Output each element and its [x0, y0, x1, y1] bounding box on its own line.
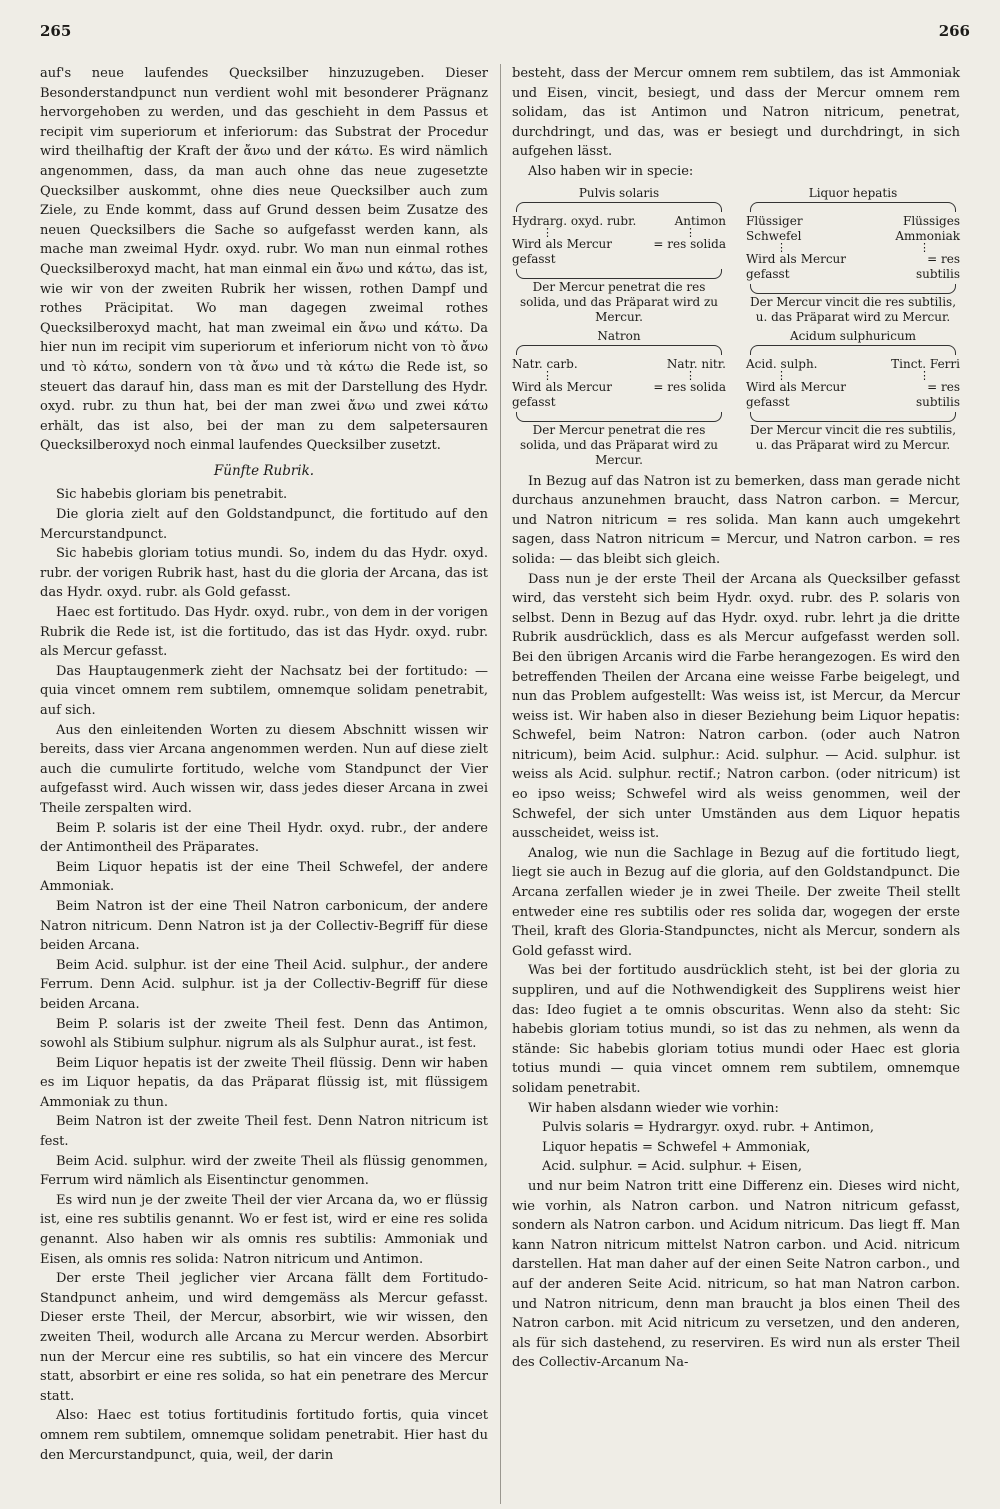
scheme-acidum-sulphuricum — [746, 329, 960, 468]
paragraph: Beim P. solaris ist der zweite Theil fest. Denn das Antimon, sowohl als Stibium sulphur. nigrum als als Sulphur aurat., ist fest. — [40, 1016, 488, 1052]
paragraph: Sic habebis gloriam totius mundi. So, indem du das Hydr. oxyd. rubr. der vorigen Rubrik hast, hast du die gloria der Arcana, das ist das Hydr. oxyd. rubr. als Gold gefasst. — [40, 546, 488, 601]
brace-icon — [750, 284, 956, 294]
scheme-part-a: Acid. sulph. — [746, 356, 818, 371]
dots-icon: ⋮ ⋮ — [542, 225, 696, 239]
paragraph: Das Hauptaugenmerk zieht der Nachsatz bei der fortitudo: — quia vincet omnem rem subtilem, omnemque solidam penetrabit, auf sich. — [40, 663, 488, 718]
brace-icon — [516, 412, 722, 422]
scheme-result: Der Mercur penetrat die res solida, und das Präparat wird zu Mercur. — [519, 279, 718, 324]
paragraph: auf's neue laufendes Quecksilber hinzuzugeben. Dieser Besonderstandpunct nun verdient wohl mit besonderer Prägnanz hervorgehoben zu werden, und das geschieht in dem Passus et recipit vim superiorum et inferiorum: das Substrat der Procedur wird theilhaftig der Kraft der ἄνω und der κάτω. Es wird nämlich angenommen, dass, da man auch ohne das neue zugesetzte Quecksilber auskommt, ohne dies neue Quecksilber auch zum Ziele, zu Ende kommt, dass auf Grund dessen beim Zusatze des neuen Quecksilbers die Sache so aufgefasst werden kann, als mache man zweimal Hydr. oxyd. rubr. Wo man nun einmal rothes Quecksilberoxyd macht, hat man einmal ein ἄνω und κάτω, das ist, wie wir von der zweiten Rubrik her wissen, rothen Dampf und rothes Präcipitat. Wo man dagegen zweimal rothes Quecksilberoxyd macht, hat man zweimal ein ἄνω und κάτω. Da hier nun im recipit vim superiorum et inferiorum nicht von τὸ ἄνω und τὸ κάτω, sondern von τὰ ἄνω und τὰ κάτω die Rede ist, so steuert das darauf hin, dass man es mit der Darstellung des Hydr. oxyd. rubr. zu thun hat, bei der man zwei ἄνω und zwei κάτω erhält, das ist also, bei der man zu dem salpetersauren Quecksilberoxyd noch einmal laufendes Quecksilber zusetzt. — [40, 66, 488, 454]
dots-icon: ⋮ ⋮ — [776, 368, 930, 382]
scheme-wird: Wird als Mercur gefasst — [512, 236, 612, 266]
scheme-res: = res solida — [653, 236, 726, 251]
dots-icon: ⋮ ⋮ — [542, 368, 696, 382]
scheme-liquor-hepatis — [746, 186, 960, 325]
scheme-pulvis-solaris — [512, 186, 726, 325]
paragraph: Aus den einleitenden Worten zu diesem Abschnitt wissen wir bereits, dass vier Arcana angenommen werden. Nun auf diese zielt auch die cumulirte fortitudo, welche vom Standpunct der Vier aufgefasst wird. Auch wissen wir, dass jedes dieser Arcana in zwei Theile zerspalten wird. — [40, 722, 488, 816]
brace-icon — [750, 202, 956, 212]
paragraph: Der erste Theil jeglicher vier Arcana fällt dem Fortitudo-Standpunct anheim, und wird demgemäss als Mercur gefasst. Dieser erste Theil, der Mercur, absorbirt, wie wir wissen, den zweiten Theil, wodurch alle Arcana zu Mercur werden. Absorbirt nun der Mercur eine res subtilis, so hat ein vincere des Mercur statt, absorbirt er eine res solida, so hat ein penetrare des Mercur statt. — [40, 1271, 488, 1404]
scheme-result: Der Mercur vincit die res subtilis, u. das Präparat wird zu Mercur. — [749, 422, 957, 452]
brace-icon — [516, 202, 722, 212]
paragraph: In Bezug auf das Natron ist zu bemerken, dass man gerade nicht durchaus anzunehmen braucht, dass Natron carbon. = Mercur, und Natron nitricum = res solida. Man kann auch umgekehrt sagen, dass Natron nitricum = Mercur, und Natron carbon. = res solida: — das bleibt sich gleich. — [512, 473, 960, 567]
paragraph: Beim Natron ist der zweite Theil fest. Denn Natron nitricum ist fest. — [40, 1114, 488, 1150]
left-column — [40, 64, 488, 1465]
page-number-right: 266 — [938, 22, 970, 40]
formula-line: Pulvis solaris = Hydrargyr. oxyd. rubr. + Antimon, — [542, 1120, 874, 1136]
paragraph: Beim P. solaris ist der eine Theil Hydr. oxyd. rubr., der andere der Antimontheil des Präparates. — [40, 820, 488, 856]
column-divider — [500, 64, 501, 1504]
scheme-res: = res subtilis — [915, 251, 960, 281]
paragraph: Also: Haec est totius fortitudinis fortitudo fortis, quia vincet omnem rem subtilem, omnemque solidam penetrabit. Hier hast du den Mercurstandpunct, quia, weil, der darin — [40, 1408, 488, 1463]
right-column — [512, 64, 960, 1373]
scheme-part-a: Hydrarg. oxyd. rubr. — [512, 213, 637, 228]
paragraph: Wir haben alsdann wieder wie vorhin: — [528, 1100, 779, 1116]
brace-icon — [750, 345, 956, 355]
scheme-natron — [512, 329, 726, 468]
paragraph: Was bei der fortitudo ausdrücklich steht, ist bei der gloria zu suppliren, und auf die Nothwendigkeit des Supplirens weist hier das: Ideo fugiet a te omnis obscuritas. Wenn also da steht: Sic habebis gloriam totius mundi, so ist das zu nehmen, als wenn da stände: Sic habebis gloriam totius mundi oder Haec est gloria totius mundi — quia vincet omnem rem subtilem, omnemque solidam penetrabit. — [512, 963, 960, 1096]
scheme-row — [512, 329, 960, 468]
paragraph: Dass nun je der erste Theil der Arcana als Quecksilber gefasst wird, das versteht sich beim Hydr. oxyd. rubr. des P. solaris von selbst. Denn in Bezug auf das Hydr. oxyd. rubr. lehrt ja die dritte Rubrik ausdrücklich, dass es als Mercur aufgefasst werden soll. Bei den übrigen Arcanis wird die Farbe herangezogen. Es wird den betreffenden Theilen der Arcana eine weisse Farbe beigelegt, und nun das Problem aufgestellt: Was weiss ist, ist Mercur, da Mercur weiss ist. Wir haben also in dieser Beziehung beim Liquor hepatis: Schwefel, beim Natron: Natron carbon. (oder auch Natron nitricum), beim Acid. sulphur.: Acid. sulphur. — Acid. sulphur. ist weiss als Acid. sulphur. rectif.; Natron carbon. (oder nitricum) ist eo ipso weiss; Schwefel wird als weiss genommen, weil der Schwefel, der sich unter Umständen aus dem Liquor hepatis ausscheidet, weiss ist. — [512, 571, 960, 842]
paragraph: Beim Liquor hepatis ist der zweite Theil flüssig. Denn wir haben es im Liquor hepatis, da das Präparat flüssig ist, mit flüssigem Ammoniak zu thun. — [40, 1055, 488, 1110]
scheme-wird: Wird als Mercur gefasst — [746, 379, 846, 409]
paragraph: Beim Acid. sulphur. wird der zweite Theil als flüssig genommen, Ferrum wird nämlich als Eisentinctur genommen. — [40, 1153, 488, 1189]
scheme-part-b: Tinct. Ferri — [891, 356, 960, 371]
paragraph: und nur beim Natron tritt eine Differenz ein. Dieses wird nicht, wie vorhin, als Natron carbon. und Natron nitricum gefasst, sondern als Natron carbon. und Acidum nitricum. Das liegt ff. Man kann Natron nitricum mittelst Natron carbon. und Acid. nitricum darstellen. Hat man daher auf der einen Seite Natron carbon., und auf der anderen Seite Acid. nitricum, so hat man Natron carbon. und Natron nitricum, denn man braucht ja blos einen Theil des Natron carbon. mit Acid nitricum zu versetzen, und den anderen, als für sich dastehend, zu reserviren. Es wird nun als erster Theil des Collectiv-Arcanum Na- — [512, 1178, 960, 1371]
scheme-wird: Wird als Mercur gefasst — [512, 379, 612, 409]
scheme-title: Pulvis solaris — [578, 185, 660, 200]
scheme-res: = res solida — [653, 379, 726, 394]
scheme-part-a: Flüssiger Schwefel — [746, 213, 803, 243]
page-number-left: 265 — [40, 22, 72, 40]
brace-icon — [516, 345, 722, 355]
section-heading: Fünfte Rubrik. — [213, 462, 315, 479]
scheme-row — [512, 186, 960, 325]
brace-icon — [516, 269, 722, 279]
scheme-part-a: Natr. carb. — [512, 356, 578, 371]
paragraph: Es wird nun je der zweite Theil der vier Arcana da, wo er flüssig ist, eine res subtilis genannt. Wo er fest ist, wird er eine res solida genannt. Also haben wir als omnis res subtilis: Ammoniak und Eisen, als omnis res solida: Natron nitricum und Antimon. — [40, 1192, 488, 1267]
formula-line: Liquor hepatis = Schwefel + Ammoniak, — [542, 1139, 811, 1155]
paragraph: Beim Liquor hepatis ist der eine Theil Schwefel, der andere Ammoniak. — [40, 859, 488, 895]
scheme-part-b: Flüssiges Ammoniak — [895, 213, 960, 243]
scheme-result: Der Mercur vincit die res subtilis, u. das Präparat wird zu Mercur. — [749, 294, 957, 324]
paragraph: Haec est fortitudo. Das Hydr. oxyd. rubr., von dem in der vorigen Rubrik die Rede ist, ist die fortitudo, das ist das Hydr. oxyd. rubr. als Mercur gefasst. — [40, 605, 488, 660]
paragraph: Also haben wir in specie: — [528, 163, 694, 179]
paragraph: Sic habebis gloriam bis penetrabit. — [56, 487, 288, 503]
scheme-title: Liquor hepatis — [808, 185, 898, 200]
paragraph: besteht, dass der Mercur omnem rem subtilem, das ist Ammoniak und Eisen, vincit, besiegt, und dass der Mercur omnem rem solidam, das ist Antimon und Natron nitricum, penetrat, durchdringt, und das, was er besiegt und durchdringt, in sich aufgehen lässt. — [512, 66, 960, 160]
scheme-title: Acidum sulphuricum — [789, 328, 917, 343]
scheme-title: Natron — [597, 328, 641, 343]
brace-icon — [750, 412, 956, 422]
paragraph: Beim Acid. sulphur. ist der eine Theil Acid. sulphur., der andere Ferrum. Denn Acid. sulphur. ist ja der Collectiv-Begriff für diese beiden Arcana. — [40, 957, 488, 1012]
paragraph: Beim Natron ist der eine Theil Natron carbonicum, der andere Natron nitricum. Denn Natron ist ja der Collectiv-Begriff für diese beiden Arcana. — [40, 898, 488, 954]
scheme-part-b: Antimon — [674, 213, 726, 228]
formula-line: Acid. sulphur. = Acid. sulphur. + Eisen, — [542, 1159, 803, 1175]
paragraph: Die gloria zielt auf den Goldstandpunct, die fortitudo auf den Mercurstandpunct. — [40, 507, 488, 542]
dots-icon: ⋮ ⋮ — [776, 240, 930, 254]
paragraph: Analog, wie nun die Sachlage in Bezug auf die fortitudo liegt, liegt sie auch in Bezug auf die gloria, auf den Goldstandpunct. Die Arcana zerfallen wieder je in zwei Theile. Der zweite Theil stellt entweder eine res subtilis oder res solida dar, wogegen der erste Theil, kraft des Gloria-Standpunctes, nicht als Mercur, sondern als Gold gefasst wird. — [512, 845, 960, 959]
scheme-res: = res subtilis — [915, 379, 960, 409]
scheme-result: Der Mercur penetrat die res solida, und das Präparat wird zu Mercur. — [519, 422, 718, 467]
scheme-part-b: Natr. nitr. — [666, 356, 726, 371]
scheme-wird: Wird als Mercur gefasst — [746, 251, 846, 281]
